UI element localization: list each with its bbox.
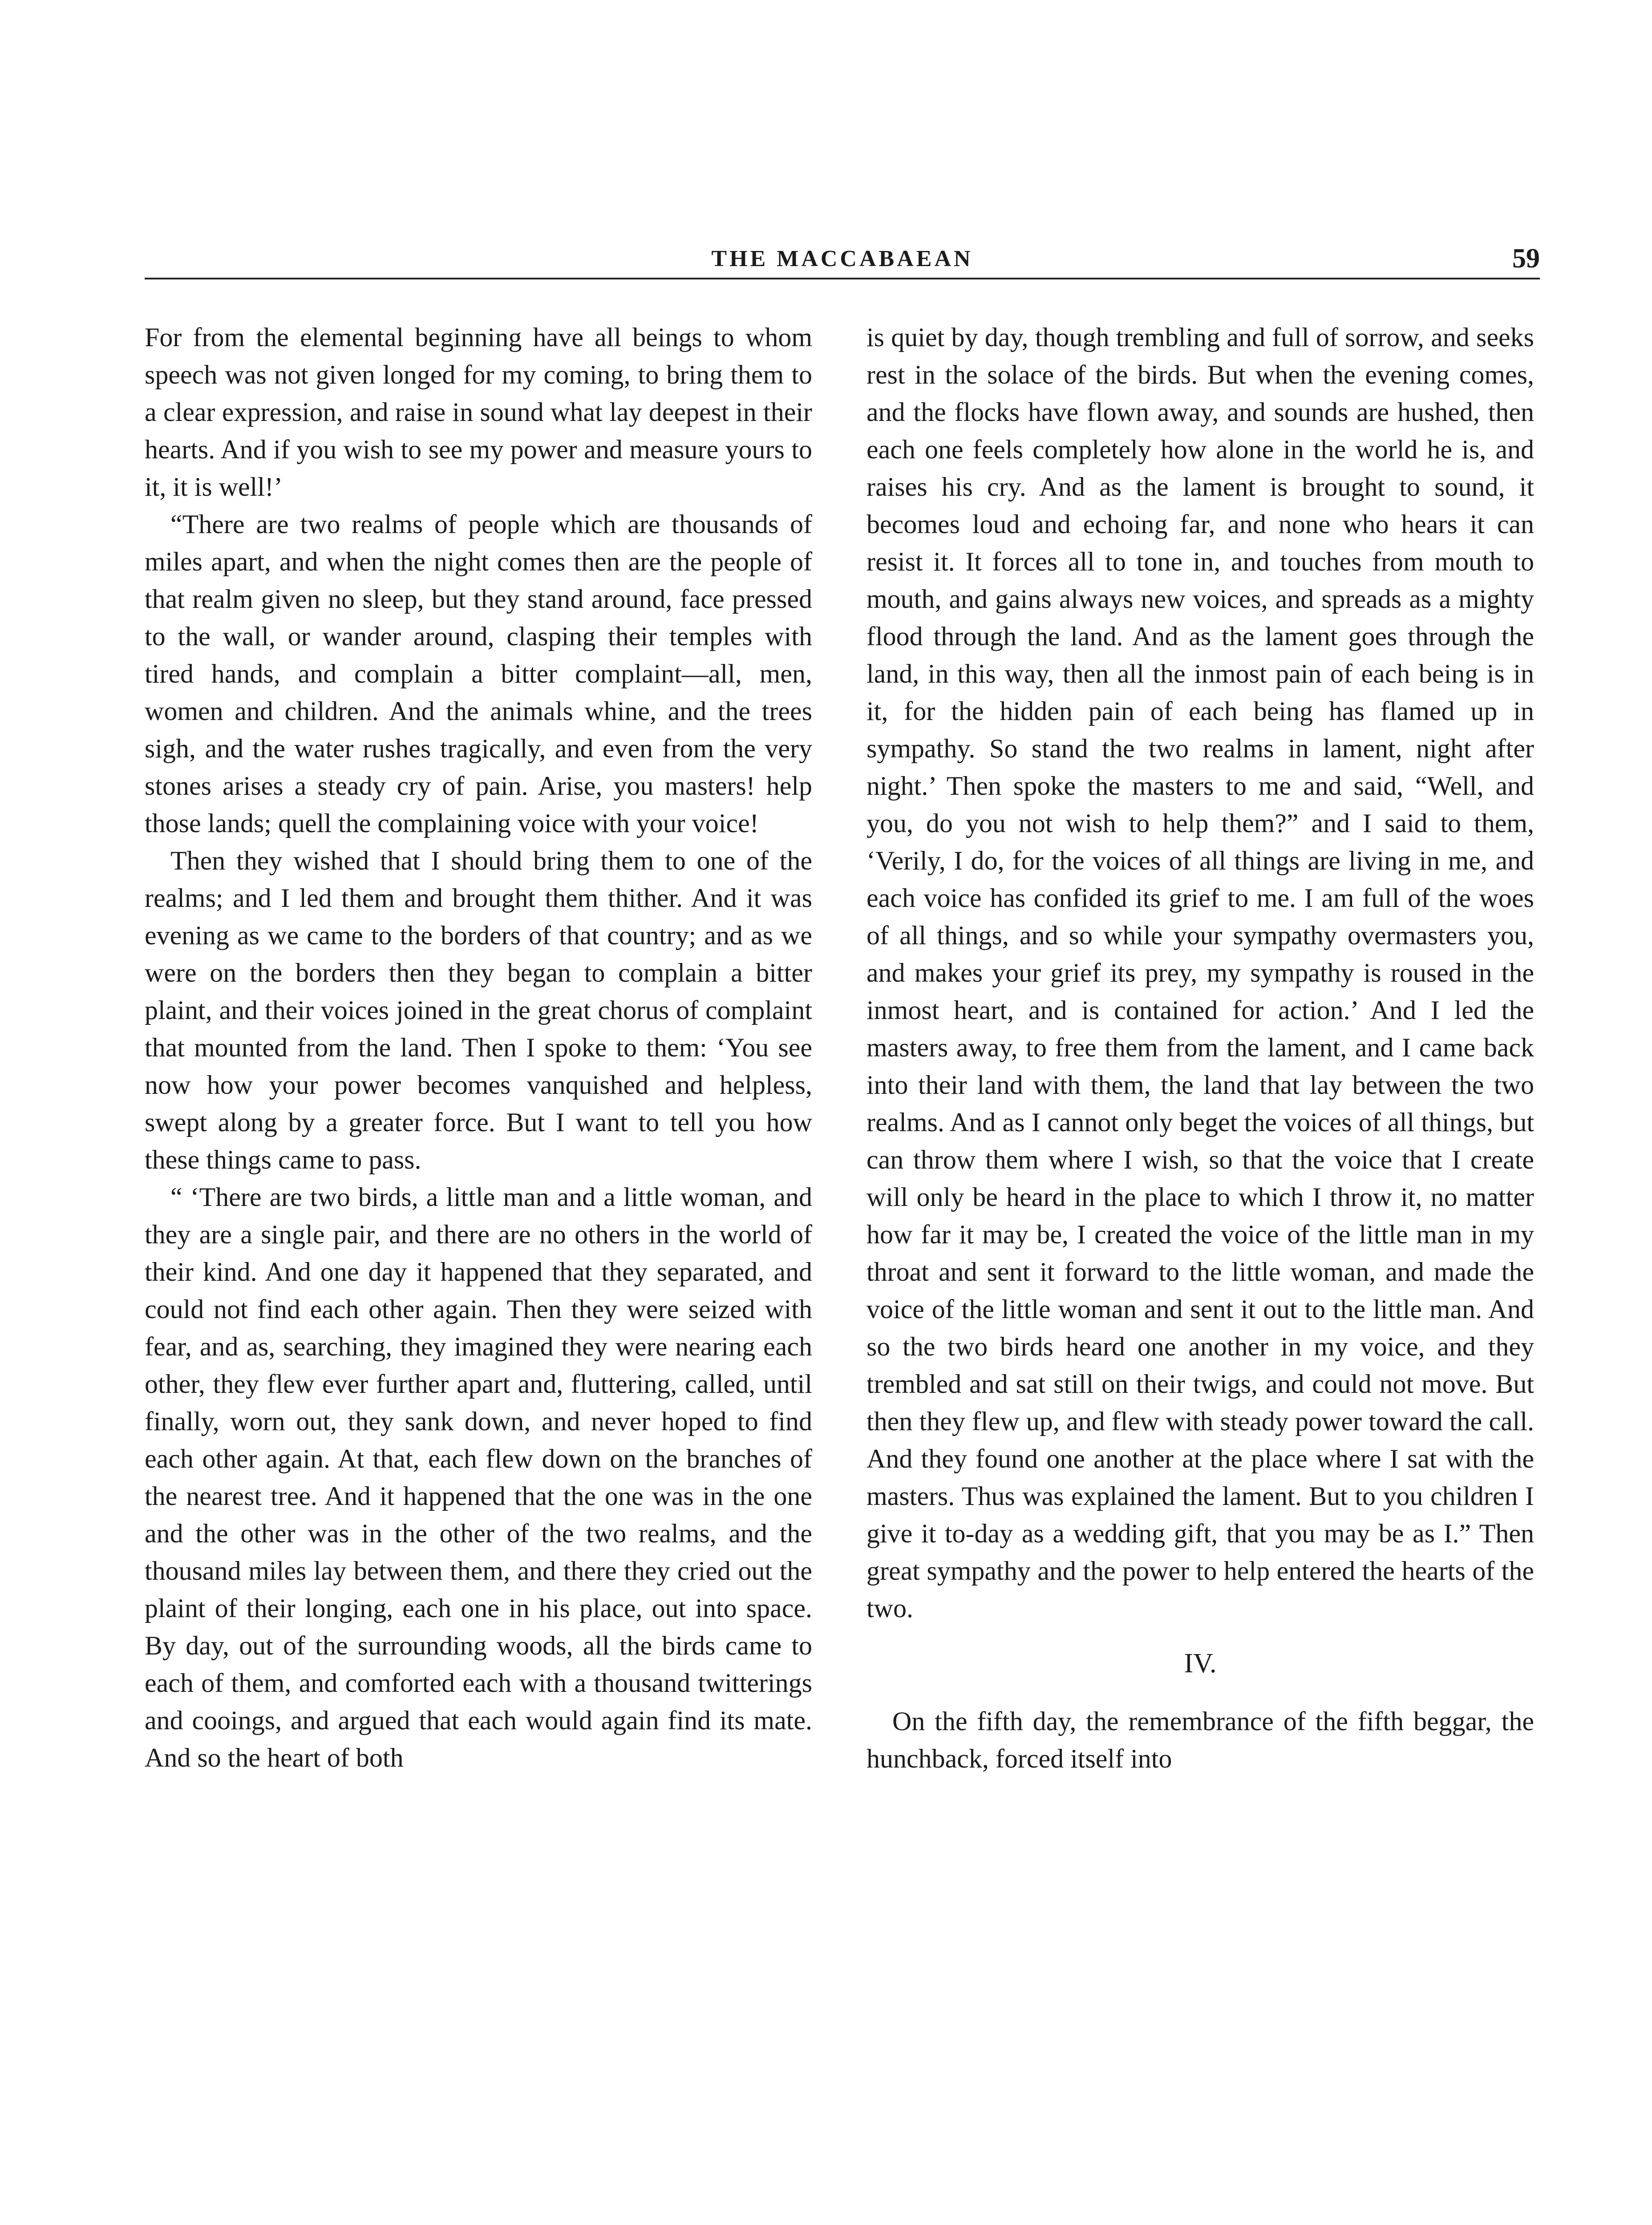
journal-title: THE MACCABAEAN (711, 246, 973, 271)
paragraph: Then they wished that I should bring them to one of the realms; and I led them and brought them thither. And it was evening as we came to the borders of that country; and as we were on the borders then they began to complain a bitter plaint, and their voices joined in the great chorus of complaint that mounted from the land. Then I spoke to them: ‘You see now how your power becomes vanquished and helpless, swept along by a greater force. But I want to tell you how these things came to pass. (145, 846, 812, 1174)
left-column (145, 319, 812, 2225)
page-number: 59 (1512, 243, 1540, 274)
header-rule (145, 278, 1540, 279)
right-column (866, 319, 1534, 2225)
paragraph: On the fifth day, the remembrance of the fifth beggar, the hunchback, forced itself into (866, 1707, 1534, 1773)
paragraph: “There are two realms of people which are thousands of miles apart, and when the night comes then are the people of that realm given no sleep, but they stand around, face pressed to the wall, or wander around, clasping their temples with tired hands, and complain a bitter complaint—all, men, women and children. And the animals whine, and the trees sigh, and the water rushes tragically, and even from the very stones arises a steady cry of pain. Arise, you masters! help those lands; quell the complaining voice with your voice! (145, 510, 812, 838)
running-head (145, 243, 1540, 281)
paragraph: For from the elemental beginning have all beings to whom speech was not given longed for my coming, to bring them to a clear expression, and raise in sound what lay deepest in their hearts. And if you wish to see my power and measure yours to it, it is well!’ (145, 323, 812, 502)
paragraph: is quiet by day, though trembling and full of sorrow, and seeks rest in the solace of the birds. But when the evening comes, and the flocks have flown away, and sounds are hushed, then each one feels completely how alone in the world he is, and raises his cry. And as the lament is brought to sound, it becomes loud and echoing far, and none who hears it can resist it. It forces all to tone in, and touches from mouth to mouth, and gains always new voices, and spreads as a mighty flood through the land. And as the lament goes through the land, in this way, then all the inmost pain of each being is in it, for the hidden pain of each being has flamed up in sympathy. So stand the two realms in lament, night after night.’ Then spoke the masters to me and said, “Well, and you, do you not wish to help them?” and I said to them, ‘Verily, I do, for the voices of all things are living in me, and each voice has confided its grief to me. I am full of the woes of all things, and so while your sympathy overmasters you, and makes your grief its prey, my sympathy is roused in the inmost heart, and is contained for action.’ And I led the masters away, to free them from the lament, and I came back into their land with them, the land that lay between the two realms. And as I cannot only beget the voices of all things, but can throw them where I wish, so that the voice that I create will only be heard in the place to which I throw it, no matter how far it may be, I created the voice of the little man in my throat and sent it forward to the little woman, and made the voice of the little woman and sent it out to the little man. And so the two birds heard one another in my voice, and they trembled and sat still on their twigs, and could not move. But then they flew up, and flew with steady power toward the call. And they found one another at the place where I sat with the masters. Thus was explained the lament. But to you children I give it to-day as a wedding gift, that you may be as I.” Then great sympathy and the power to help entered the hearts of the two. (866, 323, 1534, 1623)
paragraph: “ ‘There are two birds, a little man and a little woman, and they are a single pair, and there are no others in the world of their kind. And one day it happened that they separated, and could not find each other again. Then they were seized with fear, and as, searching, they imagined they were nearing each other, they flew ever further apart and, fluttering, called, until finally, worn out, they sank down, and never hoped to find each other again. At that, each flew down on the branches of the nearest tree. And it happened that the one was in the one and the other was in the other of the two realms, and the thousand miles lay between them, and there they cried out the plaint of their longing, each one in his place, out into space. By day, out of the surrounding woods, all the birds came to each of them, and comforted each with a thousand twitterings and cooings, and argued that each would again find its mate. And so the heart of both (145, 1182, 812, 1772)
section-heading: IV. (1184, 1648, 1217, 1679)
